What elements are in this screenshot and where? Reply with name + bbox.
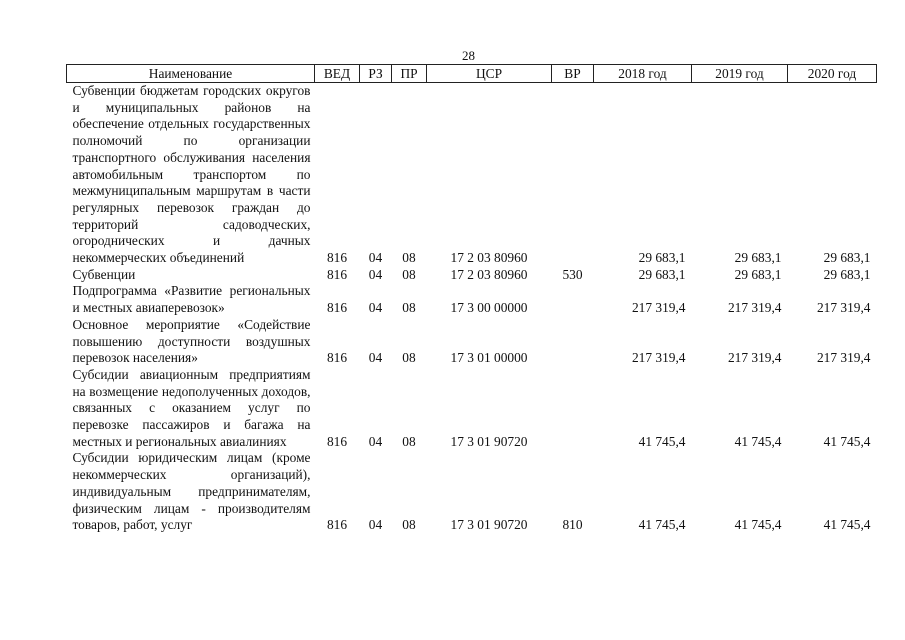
- table-row: [67, 83, 877, 267]
- header-vr: ВР: [552, 65, 594, 83]
- row-vr: [552, 317, 594, 367]
- row-2018: 217 319,4: [631, 300, 686, 316]
- row-vr: 530: [562, 266, 583, 282]
- row-2019: 217 319,4: [727, 350, 782, 366]
- row-pr: 08: [402, 350, 416, 366]
- row-pr: 08: [402, 517, 416, 533]
- row-vr: [552, 283, 594, 316]
- row-2020: 29 683,1: [823, 266, 871, 282]
- row-ved: 816: [326, 433, 348, 449]
- row-vr: 810: [562, 517, 583, 533]
- row-2019: 217 319,4: [727, 300, 782, 316]
- header-2019: 2019 год: [692, 65, 788, 83]
- row-name: Субсидии авиационным предприятиям на возмещение недополученных доходов, связанных с оказанием услуг по перевозке пассажиров и багажа на местных и региональных авиалиниях: [72, 366, 311, 449]
- row-pr: 08: [402, 266, 416, 282]
- row-2020: 217 319,4: [816, 350, 871, 366]
- row-vr: [552, 367, 594, 451]
- row-pr: 08: [402, 250, 416, 266]
- row-ved: 816: [326, 300, 348, 316]
- header-name: Наименование: [67, 65, 315, 83]
- row-pr: 08: [402, 300, 416, 316]
- page-number: 28: [462, 48, 475, 63]
- row-csr: 17 3 01 00000: [450, 350, 528, 366]
- row-2019: 29 683,1: [734, 250, 782, 266]
- row-2018: 41 745,4: [638, 517, 686, 533]
- row-rz: 04: [368, 266, 383, 282]
- row-rz: 04: [368, 517, 383, 533]
- header-2018: 2018 год: [594, 65, 692, 83]
- header-2020: 2020 год: [788, 65, 877, 83]
- row-name: Подпрограмма «Развитие региональных и местных авиаперевозок»: [72, 283, 311, 316]
- row-2019: 29 683,1: [734, 266, 782, 282]
- table-row: [67, 267, 877, 284]
- row-2018: 41 745,4: [638, 433, 686, 449]
- row-rz: 04: [368, 350, 383, 366]
- row-csr: 17 3 00 00000: [450, 300, 528, 316]
- header-rz: РЗ: [360, 65, 392, 83]
- row-rz: 04: [368, 433, 383, 449]
- row-ved: 816: [326, 517, 348, 533]
- row-2018: 217 319,4: [631, 350, 686, 366]
- row-name: Основное мероприятие «Содействие повышению доступности воздушных перевозок населения»: [72, 316, 311, 366]
- row-rz: 04: [368, 300, 383, 316]
- row-name: Субвенции бюджетам городских округов и муниципальных районов на обеспечение отдельных государственных полномочий по организации транспортного обслуживания населения автомобильным транспортом по межмуниципальным маршрутам в части регулярных перевозок граждан до территорий садоводческих, огороднических и дачных некоммерческих объединений: [72, 83, 311, 266]
- row-csr: 17 2 03 80960: [450, 250, 528, 266]
- table-row: [67, 317, 877, 367]
- row-2018: 29 683,1: [638, 266, 686, 282]
- row-2020: 217 319,4: [816, 300, 871, 316]
- header-csr: ЦСР: [427, 65, 552, 83]
- row-csr: 17 3 01 90720: [450, 433, 528, 449]
- row-2018: 29 683,1: [638, 250, 686, 266]
- row-2019: 41 745,4: [734, 433, 782, 449]
- row-ved: 816: [326, 350, 348, 366]
- row-ved: 816: [326, 266, 348, 282]
- table-row: [67, 283, 877, 316]
- table-row: [67, 450, 877, 534]
- header-pr: ПР: [392, 65, 427, 83]
- row-vr: [552, 83, 594, 267]
- row-2020: 41 745,4: [823, 517, 871, 533]
- budget-table: [66, 64, 877, 534]
- row-2020: 29 683,1: [823, 250, 871, 266]
- row-2020: 41 745,4: [823, 433, 871, 449]
- row-ved: 816: [326, 250, 348, 266]
- row-csr: 17 3 01 90720: [450, 517, 528, 533]
- header-ved: ВЕД: [315, 65, 360, 83]
- row-2019: 41 745,4: [734, 517, 782, 533]
- table-header-row: [67, 65, 877, 83]
- row-name: Субсидии юридическим лицам (кроме некоммерческих организаций), индивидуальным предпринимателям, физическим лицам - производителям товаров, работ, услуг: [72, 450, 311, 533]
- row-rz: 04: [368, 250, 383, 266]
- row-name: Субвенции: [72, 266, 136, 282]
- table-row: [67, 367, 877, 451]
- row-csr: 17 2 03 80960: [450, 266, 528, 282]
- row-pr: 08: [402, 433, 416, 449]
